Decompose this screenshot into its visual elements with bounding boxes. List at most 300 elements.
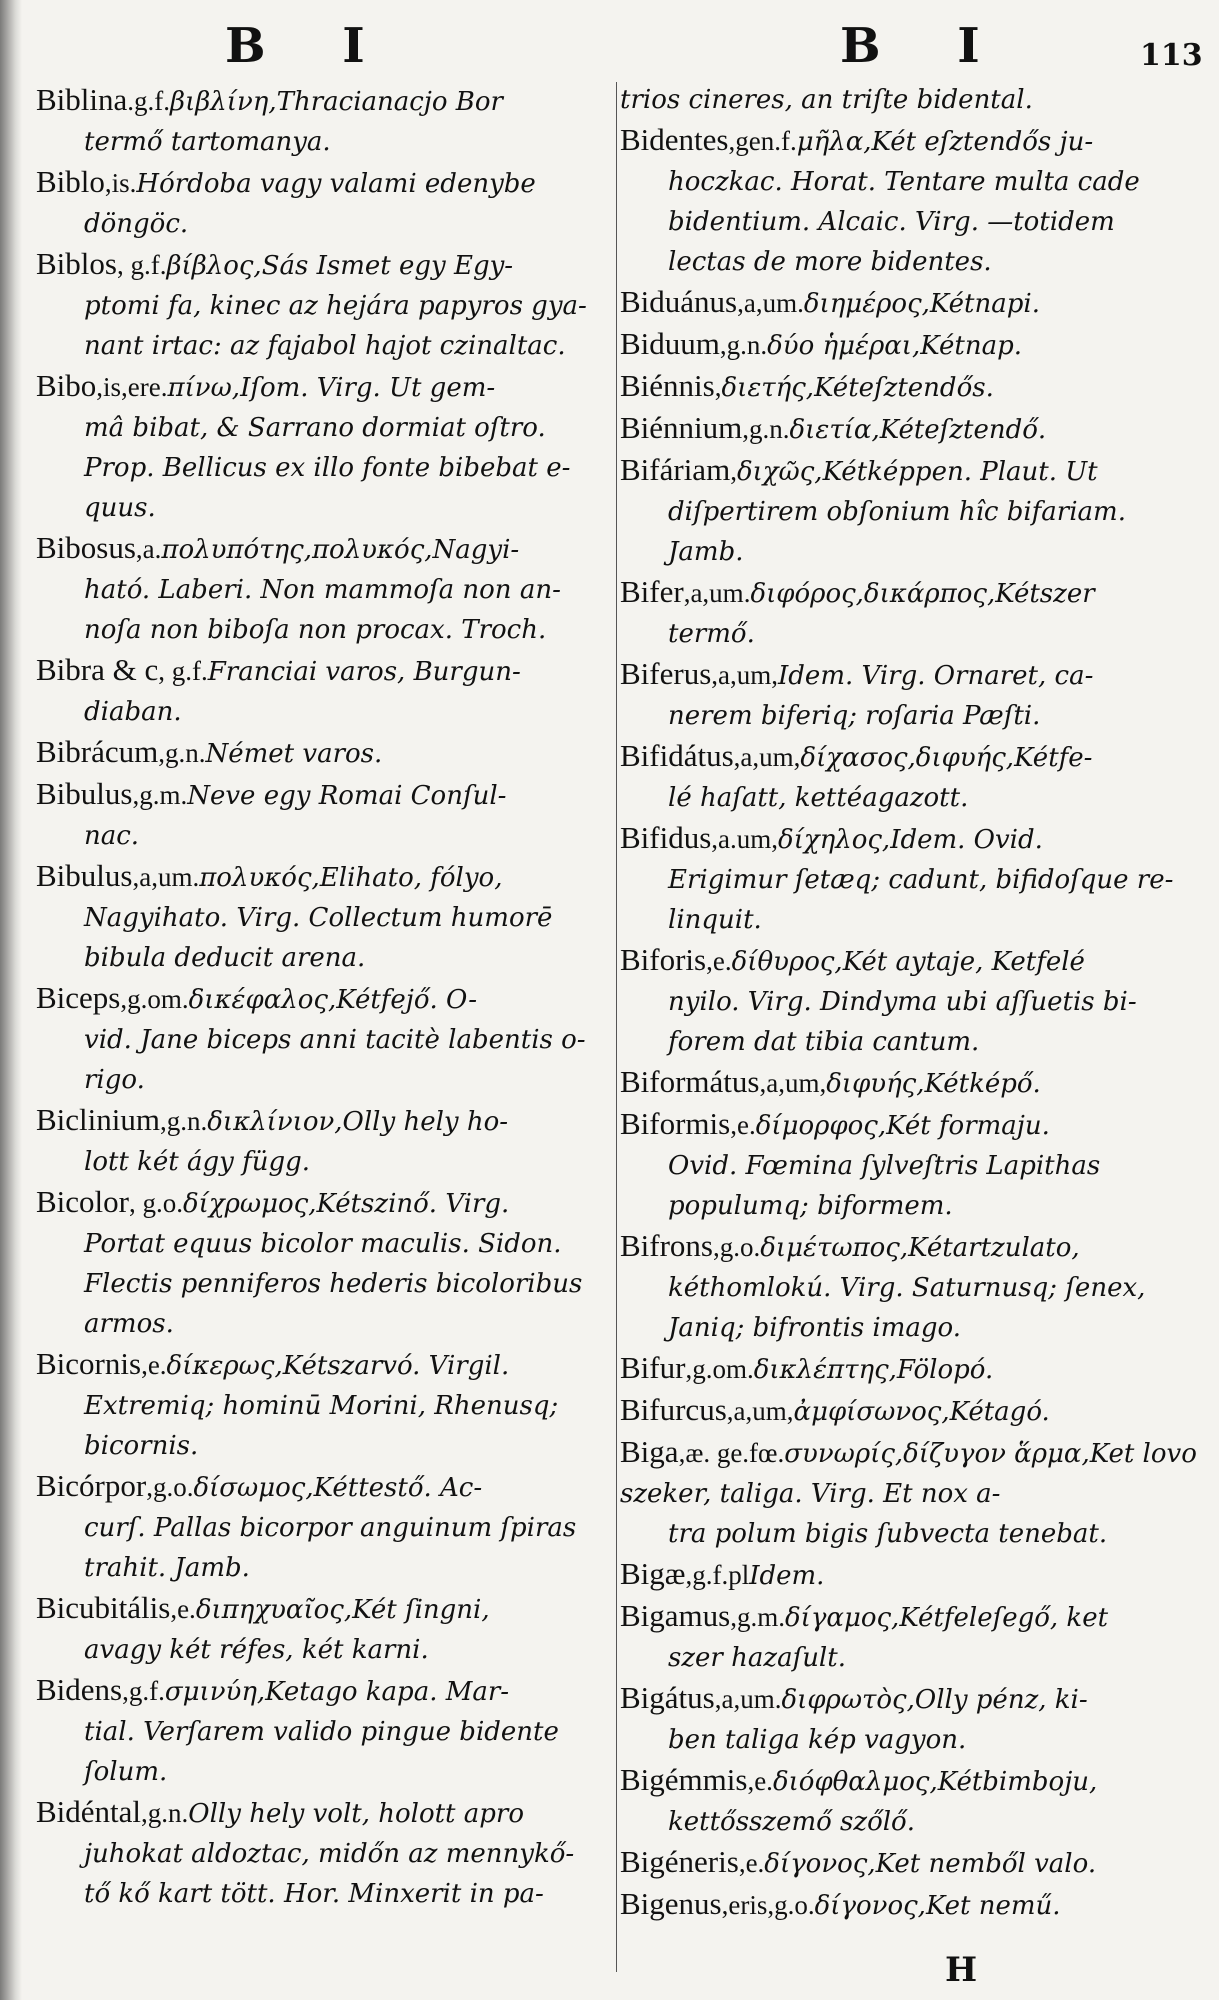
entry-first-line (36, 1590, 490, 1625)
headword: Biceps (36, 980, 121, 1015)
page-number: 113 (1140, 38, 1203, 73)
dictionary-entry (620, 324, 1200, 366)
entry-text-line: trios cineres, an triſte bidental. (620, 85, 1033, 115)
greek-equivalent: δίσωμος, (193, 1473, 314, 1503)
entry-first-line (620, 1106, 1050, 1141)
continuation-line (36, 1752, 616, 1792)
headword: Bifidus (620, 820, 712, 855)
continuation-line (36, 1874, 616, 1914)
entry-text-line: Kéttestő. Ac- (313, 1473, 483, 1503)
entry-first-line (36, 1184, 510, 1219)
greek-equivalent: μῆλα, (796, 127, 872, 157)
continuation-line (36, 122, 616, 162)
entry-text-line: nyilo. Virg. Dindyma ubi aſſuetis bi- (668, 987, 1137, 1017)
dictionary-entry (36, 1100, 616, 1182)
headword: Bifidátus (620, 738, 734, 773)
dictionary-entry (36, 732, 616, 774)
entry-first-line (620, 942, 1085, 977)
headword: Bigæ (620, 1556, 686, 1591)
entry-text-line: Neve egy Romai Conſul- (187, 781, 507, 811)
headword: Bifáriam (620, 452, 731, 487)
entry-text-line: Janiq; bifrontis imago. (668, 1313, 962, 1343)
continuation-line (620, 696, 1200, 736)
continuation-line (36, 1142, 616, 1182)
entry-first-line (620, 84, 1033, 115)
dictionary-entry (620, 120, 1200, 282)
grammar-note: ,g.m. (132, 780, 188, 810)
entry-text-line: Extremiq; hominū Morini, Rhenusq; (84, 1391, 559, 1421)
dictionary-entry (36, 528, 616, 650)
continuation-line (36, 1508, 616, 1548)
entry-first-line (36, 652, 521, 687)
entry-text-line: tra polum bigis ſubvecta tenebat. (668, 1519, 1108, 1549)
entry-text-line: ben taliga kép vagyon. (668, 1725, 967, 1755)
headword: Biduum (620, 326, 720, 361)
continuation-line (36, 1264, 616, 1304)
column-divider (616, 82, 617, 1972)
entry-text-line: kettősszemő szőlő. (668, 1807, 915, 1837)
greek-equivalent: διημέρος, (803, 289, 930, 319)
continuation-line (620, 982, 1200, 1022)
entry-first-line (620, 1350, 994, 1385)
greek-equivalent: δίγονος, (814, 1891, 926, 1921)
dictionary-entry (620, 1390, 1200, 1432)
entry-text-line: Jamb. (668, 537, 744, 567)
headword: Biblos (36, 246, 117, 281)
dictionary-entry (620, 366, 1200, 408)
grammar-note: ,is,ere. (96, 372, 168, 402)
entry-text-line: bicornis. (84, 1431, 199, 1461)
entry-first-line (36, 1468, 483, 1503)
dictionary-entry (36, 162, 616, 244)
continuation-line (620, 1268, 1200, 1308)
dictionary-entry (620, 450, 1200, 572)
grammar-note: ,g.n. (141, 1798, 189, 1828)
continuation-line (36, 570, 616, 610)
entry-text-line: Ket lovo szeker, taliga. Virg. Et nox a- (620, 1439, 1197, 1509)
greek-equivalent: βίβλος, (166, 251, 262, 281)
grammar-note: .g.f. (127, 86, 171, 116)
dictionary-entry (36, 1466, 616, 1588)
entry-text-line: Olly hely ho- (342, 1107, 509, 1137)
entry-text-line: Elihato, fólyo, (319, 863, 503, 893)
entry-text-line: Hórdoba vagy valami edenybe (136, 169, 536, 199)
entry-text-line: lott két ágy függ. (84, 1147, 311, 1177)
headword: Bibrácum (36, 734, 159, 769)
headword: Bifrons (620, 1228, 713, 1263)
entry-first-line (36, 82, 503, 117)
grammar-note: ,a.um, (711, 824, 779, 854)
entry-text-line: Ketago kapa. Mar- (265, 1677, 510, 1707)
dictionary-entry (620, 408, 1200, 450)
dictionary-entry (36, 80, 616, 162)
continuation-line (620, 1186, 1200, 1226)
dictionary-entry (620, 1554, 1200, 1596)
greek-equivalent: δίκερως, (166, 1351, 283, 1381)
catchword: H (945, 1950, 978, 1990)
entry-text-line: ſolum. (84, 1757, 168, 1787)
headword: Bigéneris (620, 1844, 739, 1879)
continuation-line (620, 1022, 1200, 1062)
headword: Biforis (620, 942, 707, 977)
entry-text-line: Kétszer (995, 579, 1095, 609)
entry-text-line: Thracianacjo Bor (276, 87, 503, 117)
entry-text-line: Kétnapi. (929, 289, 1040, 319)
headword: Bibosus (36, 530, 136, 565)
greek-equivalent: δίγαμος, (785, 1603, 900, 1633)
greek-equivalent: πολυπότης,πολυκός, (161, 535, 433, 565)
grammar-note: ,e. (706, 946, 732, 976)
entry-text-line: Kétagó. (949, 1397, 1050, 1427)
entry-first-line (36, 246, 514, 281)
headword: Bigátus (620, 1680, 715, 1715)
entry-text-line: döngöc. (84, 209, 189, 239)
continuation-line (620, 1308, 1200, 1348)
dictionary-entry (36, 244, 616, 366)
entry-first-line (620, 1886, 1061, 1921)
headword: Biblo (36, 164, 105, 199)
headword: Bibulus (36, 858, 133, 893)
continuation-line (620, 778, 1200, 818)
entry-first-line (620, 738, 1093, 773)
entry-text-line: juhokat aldoztac, midőn az mennykő- (84, 1839, 575, 1869)
headword: Bidéntal (36, 1794, 142, 1829)
dictionary-entry (36, 1670, 616, 1792)
entry-text-line: Kétfe- (1014, 743, 1093, 773)
continuation-line (620, 1514, 1200, 1554)
binding-shadow (0, 0, 22, 2000)
entry-first-line (36, 1794, 524, 1829)
dictionary-entry (620, 1678, 1200, 1760)
entry-text-line: tial. Verſarem valido pingue bidente (84, 1717, 559, 1747)
greek-equivalent: διμέτωπος, (760, 1233, 909, 1263)
continuation-line (36, 1060, 616, 1100)
entry-first-line (36, 1672, 510, 1707)
entry-first-line (620, 452, 1098, 487)
entry-text-line: diſpertirem obſonium hîc bifariam. (668, 497, 1126, 527)
entry-text-line: vid. Jane biceps anni tacitè labentis o- (84, 1025, 586, 1055)
headword: Biformátus (620, 1064, 760, 1099)
greek-equivalent: δύο ἡμέραι, (767, 331, 921, 361)
continuation-line (620, 242, 1200, 282)
headword: Biga (620, 1434, 679, 1469)
continuation-line (36, 1426, 616, 1466)
continuation-line (620, 1638, 1200, 1678)
entry-text-line: rigo. (84, 1065, 145, 1095)
continuation-line (620, 162, 1200, 202)
entry-text-line: Fölopó. (896, 1355, 994, 1385)
entry-first-line (36, 734, 383, 769)
entry-text-line: ható. Laberi. Non mammoſa non an- (84, 575, 561, 605)
continuation-line (36, 1020, 616, 1060)
left-column (36, 80, 616, 1914)
entry-first-line (620, 1762, 1098, 1797)
running-head-right: B I (840, 18, 1010, 74)
grammar-note: ,a. (135, 534, 162, 564)
greek-equivalent: δικλέπτης, (753, 1355, 897, 1385)
dictionary-entry (620, 282, 1200, 324)
grammar-note: ,a,um, (733, 742, 801, 772)
headword: Biduánus (620, 284, 738, 319)
entry-text-line: Kétszarvó. Virgil. (282, 1351, 510, 1381)
entry-text-line: Flectis penniferos hederis bicoloribus (84, 1269, 583, 1299)
entry-text-line: Két aytaje, Ketfelé (842, 947, 1085, 977)
dictionary-entry (36, 774, 616, 856)
grammar-note: ,e. (141, 1350, 167, 1380)
entry-text-line: trahit. Jamb. (84, 1553, 250, 1583)
entry-text-line: nant irtac: az fajabol hajot czinaltac. (84, 331, 566, 361)
dictionary-entry (620, 654, 1200, 736)
entry-text-line: Nagyi- (432, 535, 520, 565)
grammar-note: , g.f. (158, 656, 208, 686)
dictionary-entry (620, 80, 1200, 120)
entry-text-line: mâ bibat, & Sarrano dormiat oſtro. (84, 413, 546, 443)
dictionary-entry (620, 1348, 1200, 1390)
entry-text-line: Franciai varos, Burgun- (207, 657, 521, 687)
greek-equivalent: δίχηλος, (778, 825, 891, 855)
grammar-note: ,g.m. (730, 1602, 785, 1632)
greek-equivalent: βιβλίνη, (170, 87, 277, 117)
grammar-note: ,eris,g.o. (721, 1890, 815, 1920)
entry-text-line: Két ſingni, (352, 1595, 490, 1625)
entry-first-line (620, 326, 1022, 361)
entry-text-line: Nagyihato. Virg. Collectum humorē (84, 903, 553, 933)
greek-equivalent: δίθυρος, (731, 947, 843, 977)
entry-text-line: linquit. (668, 905, 762, 935)
grammar-note: ,g.n. (719, 330, 768, 360)
grammar-note: ,g.o. (713, 1232, 761, 1262)
dictionary-entry (36, 1588, 616, 1670)
entry-text-line: bibula deducit arena. (84, 943, 366, 973)
headword: Biclinium (36, 1102, 160, 1137)
dictionary-entry (620, 572, 1200, 654)
entry-text-line: Olly hely volt, holott apro (188, 1799, 524, 1829)
entry-text-line: Német varos. (205, 739, 383, 769)
entry-text-line: armos. (84, 1309, 174, 1339)
dictionary-entry (36, 650, 616, 732)
greek-equivalent: πολυκός, (199, 863, 320, 893)
greek-equivalent: διφόρος,δικάρπος, (750, 579, 996, 609)
continuation-line (36, 204, 616, 244)
dictionary-entry (620, 1104, 1200, 1226)
entry-first-line (620, 1844, 1097, 1879)
entry-text-line: Kétfejő. O- (336, 985, 478, 1015)
entry-text-line: Sás Ismet egy Egy- (261, 251, 514, 281)
entry-text-line: nerem biferiq; roſaria Pæſti. (668, 701, 1041, 731)
grammar-note: ,a,um. (714, 1684, 782, 1714)
entry-first-line (36, 980, 478, 1015)
entry-first-line (36, 368, 496, 403)
entry-first-line (620, 1556, 825, 1591)
entry-text-line: lé haſatt, kettéagazott. (668, 783, 969, 813)
entry-first-line (620, 368, 994, 403)
entry-first-line (620, 1598, 1109, 1633)
entry-text-line: Kétképő. (924, 1069, 1041, 1099)
dictionary-entry (36, 1792, 616, 1914)
grammar-note: ,æ. ge.fœ. (678, 1438, 785, 1468)
continuation-line (620, 900, 1200, 940)
entry-text-line: Kétszinő. Virg. (316, 1189, 510, 1219)
greek-equivalent: συνωρίς,δίζυγον ἅρμα, (784, 1439, 1090, 1469)
entry-text-line: Kétképpen. Plaut. Ut (822, 457, 1098, 487)
entry-first-line (36, 530, 520, 565)
greek-equivalent: διετία, (789, 415, 880, 445)
headword: Bicórpor (36, 1468, 147, 1503)
greek-equivalent: διφρωτὸς, (781, 1685, 915, 1715)
entry-text-line: Idem. Ovid. (890, 825, 1043, 855)
headword: Bigamus (620, 1598, 731, 1633)
greek-equivalent: δικέφαλος, (188, 985, 337, 1015)
dictionary-entry (36, 366, 616, 528)
entry-text-line: Kétartzulato, (908, 1233, 1080, 1263)
grammar-note: ,a,um. (132, 862, 200, 892)
headword: Bibra & c (36, 652, 159, 687)
entry-text-line: Két eſztendős ju- (871, 127, 1094, 157)
continuation-line (36, 286, 616, 326)
entry-first-line (36, 776, 507, 811)
grammar-note: ,g.f.pl (685, 1560, 750, 1590)
headword: Bifur (620, 1350, 686, 1385)
headword: Biferus (620, 656, 712, 691)
dictionary-entry (36, 978, 616, 1100)
headword: Biformis (620, 1106, 731, 1141)
entry-first-line (620, 284, 1040, 319)
continuation-line (36, 1224, 616, 1264)
continuation-line (620, 860, 1200, 900)
headword: Bicubitális (36, 1590, 171, 1625)
entry-text-line: Két formaju. (886, 1111, 1050, 1141)
dictionary-entry (36, 856, 616, 978)
entry-text-line: Iſom. Virg. Ut gem- (240, 373, 496, 403)
dictionary-entry (620, 1760, 1200, 1842)
continuation-line (36, 326, 616, 366)
entry-text-line: populumq; biformem. (668, 1191, 953, 1221)
entry-first-line (620, 820, 1043, 855)
dictionary-entry (620, 1596, 1200, 1678)
entry-text-line: Ovid. Fœmina ſylveſtris Lapithas (668, 1151, 1101, 1181)
greek-equivalent: διφυής, (826, 1069, 925, 1099)
continuation-line (620, 202, 1200, 242)
entry-text-line: bidentium. Alcaic. Virg. —totidem (668, 207, 1115, 237)
greek-equivalent: σμινύη, (164, 1677, 266, 1707)
entry-text-line: diaban. (84, 697, 182, 727)
entry-first-line (36, 1102, 509, 1137)
entry-text-line: hoczkac. Horat. Tentare multa cade (668, 167, 1140, 197)
entry-text-line: kéthomlokú. Virg. Saturnusq; ſenex, (668, 1273, 1146, 1303)
running-head-left: B I (225, 18, 395, 74)
entry-first-line (36, 164, 536, 199)
headword: Bigenus (620, 1886, 722, 1921)
dictionary-entry (620, 940, 1200, 1062)
headword: Biénnium (620, 410, 743, 445)
entry-first-line (620, 1228, 1080, 1263)
continuation-line (36, 448, 616, 488)
entry-text-line: termő tartomanya. (84, 127, 331, 157)
entry-text-line: termő. (668, 619, 755, 649)
grammar-note: ,g.n. (158, 738, 206, 768)
grammar-note: ,g.o. (146, 1472, 194, 1502)
continuation-line (36, 1630, 616, 1670)
continuation-line (36, 1304, 616, 1344)
entry-text-line: Ket nemű. (925, 1891, 1061, 1921)
entry-first-line (620, 1064, 1041, 1099)
continuation-line (36, 816, 616, 856)
grammar-note: ,a,um. (737, 288, 804, 318)
headword: Bifer (620, 574, 684, 609)
entry-text-line: Portat equus bicolor maculis. Sidon. (84, 1229, 562, 1259)
entry-text-line: avagy két réfes, két karni. (84, 1635, 429, 1665)
continuation-line (620, 1802, 1200, 1842)
headword: Bifurcus (620, 1392, 727, 1427)
greek-equivalent: δίμορφος, (755, 1111, 887, 1141)
continuation-line (36, 1712, 616, 1752)
entry-text-line: Kétnap. (920, 331, 1022, 361)
entry-text-line: Erigimur ſetæq; cadunt, bifidoſque re- (668, 865, 1174, 895)
headword: Bicolor (36, 1184, 129, 1219)
dictionary-entry (620, 1226, 1200, 1348)
greek-equivalent: ἀμφίσωνος, (793, 1397, 950, 1427)
continuation-line (36, 692, 616, 732)
grammar-note: ,is. (104, 168, 137, 198)
greek-equivalent: διχῶς, (736, 457, 823, 487)
dictionary-entry (620, 818, 1200, 940)
entry-text-line: Kétfeleſegő, ket (899, 1603, 1109, 1633)
grammar-note: ,e. (738, 1848, 765, 1878)
entry-first-line (620, 574, 1095, 609)
entry-text-line: Kéteſztendő. (879, 415, 1047, 445)
entry-first-line (620, 1392, 1050, 1427)
entry-text-line: Kétbimboju, (937, 1767, 1098, 1797)
continuation-line (36, 1548, 616, 1588)
entry-text-line: Ket nemből valo. (875, 1849, 1097, 1879)
grammar-note: , g.o. (129, 1188, 183, 1218)
grammar-note: ,g.n. (742, 414, 790, 444)
continuation-line (36, 408, 616, 448)
greek-equivalent: διπηχυαῖος, (195, 1595, 353, 1625)
headword: Bigémmis (620, 1762, 748, 1797)
grammar-note: ,g.om. (120, 984, 189, 1014)
entry-first-line (36, 858, 503, 893)
entry-text-line: curſ. Pallas bicorpor anguinum ſpiras (84, 1513, 577, 1543)
headword: Bidentes (620, 122, 729, 157)
dictionary-entry (620, 1884, 1200, 1926)
entry-text-line: tő kő kart tött. Hor. Minxerit in pa- (84, 1879, 544, 1909)
greek-equivalent: πίνω, (167, 373, 241, 403)
dictionary-entry (36, 1344, 616, 1466)
grammar-note: ,e. (747, 1766, 773, 1796)
entry-first-line (620, 410, 1047, 445)
continuation-line (36, 898, 616, 938)
grammar-note: , g.f. (116, 250, 167, 280)
grammar-note: ,e. (170, 1594, 196, 1624)
entry-first-line (620, 656, 1094, 691)
headword: Bibulus (36, 776, 133, 811)
greek-equivalent: διετής, (721, 373, 815, 403)
entry-first-line (620, 1434, 1197, 1509)
continuation-line (620, 614, 1200, 654)
right-column (620, 80, 1200, 1926)
continuation-line (36, 1834, 616, 1874)
continuation-line (620, 1146, 1200, 1186)
grammar-note: ,a,um, (759, 1068, 827, 1098)
greek-equivalent: δικλίνιον, (207, 1107, 343, 1137)
greek-equivalent: δίχρωμος, (183, 1189, 317, 1219)
dictionary-entry (620, 736, 1200, 818)
entry-text-line: Kéteſztendős. (814, 373, 994, 403)
headword: Biénnis (620, 368, 715, 403)
entry-text-line: nac. (84, 821, 140, 851)
greek-equivalent: δίχασος,διφυής, (800, 743, 1015, 773)
